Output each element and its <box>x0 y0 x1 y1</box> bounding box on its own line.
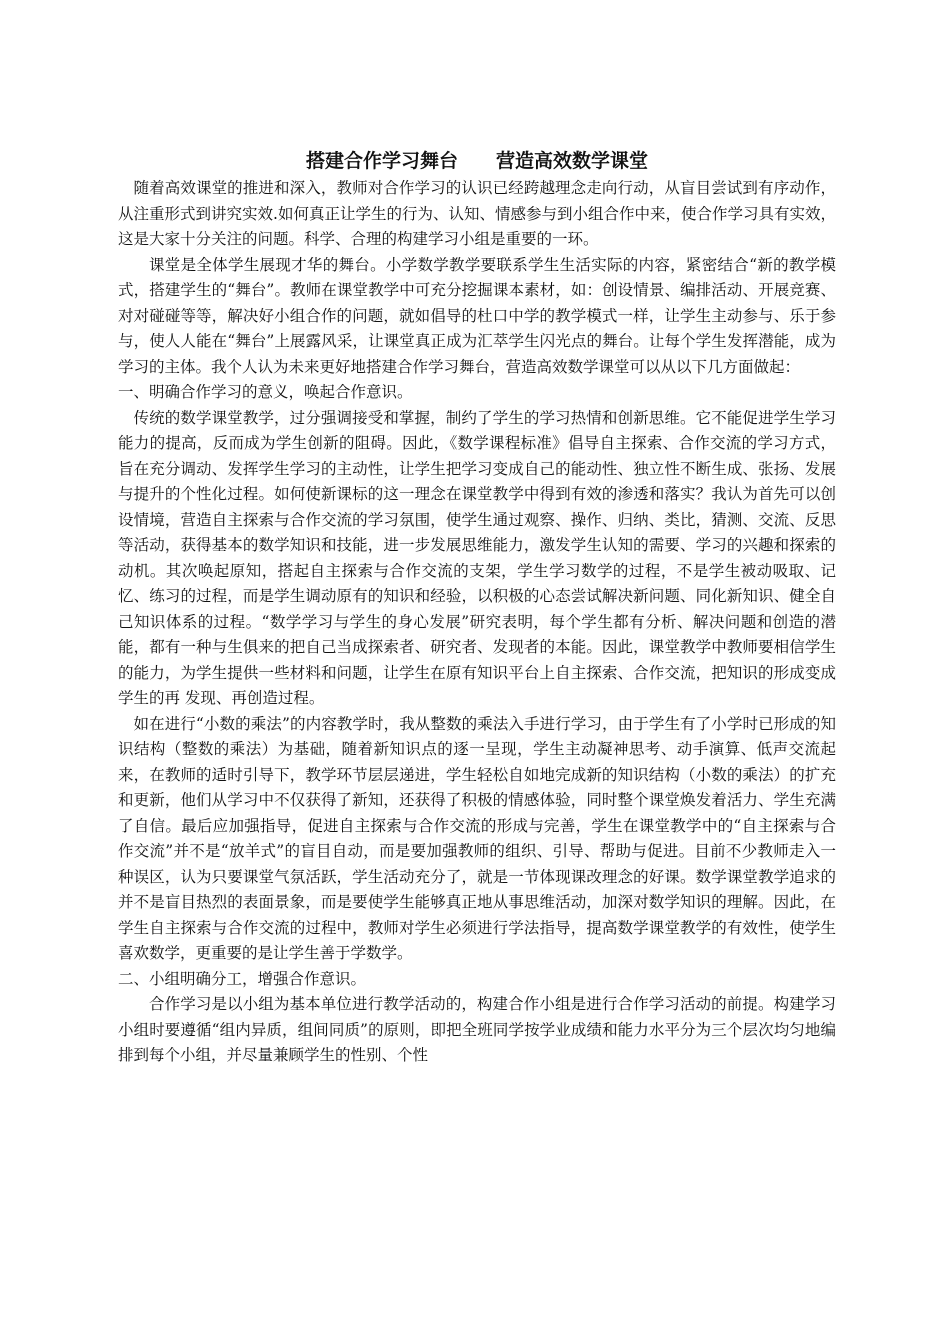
paragraph-group-division: 合作学习是以小组为基本单位进行教学活动的，构建合作小组是进行合作学习活动的前提。构建学习小组时要遵循“组内异质，组间同质”的原则，即把全班同学按学业成绩和能力水平分为三个层次均匀地编排到每个小组，并尽量兼顾学生的性别、个性 <box>118 995 836 1064</box>
paragraph-traditional-teaching: 传统的数学课堂教学，过分强调接受和掌握，制约了学生的学习热情和创新思维。它不能促进学生学习能力的提高，反而成为学生创新的阻碍。因此，《数学课程标准》倡导自主探索、合作交流的学习方式，旨在充分调动、发挥学生学习的主动性，让学生把学习变成自己的能动性、独立性不断生成、张扬、发展与提升的个性化过程。如何使新课标的这一理念在课堂教学中得到有效的渗透和落实？我认为首先可以创设情境，营造自主探索与合作交流的学习氛围，使学生通过观察、操作、归纳、类比，猜测、交流、反思等活动，获得基本的数学知识和技能，进一步发展思维能力，激发学生认知的需要、学习的兴趣和探索的动机。其次唤起原知，搭起自主探索与合作交流的支架，学生学习数学的过程，不是学生被动吸取、记忆、练习的过程，而是学生调动原有的知识和经验，以积极的心态尝试解决新问题、同化新知识、健全自己知识体系的过程。“数学学习与学生的身心发展”研究表明，每个学生都有分析、解决问题和创造的潜能，都有一种与生俱来的把自己当成探索者、研究者、发现者的本能。因此，课堂教学中教师要相信学生的能力，为学生提供一些材料和问题，让学生在原有知识平台上自主探索、合作交流，把知识的形成变成学生的再 发现、再创造过程。 <box>118 408 836 707</box>
section-heading-2: 二、小组明确分工，增强合作意识。 <box>118 969 367 988</box>
document-page <box>118 148 836 1069</box>
document-title: 搭建合作学习舞台 营造高效数学课堂 <box>305 150 648 172</box>
paragraph-decimal-multiplication-example: 如在进行“小数的乘法”的内容教学时，我从整数的乘法入手进行学习，由于学生有了小学时已形成的知识结构（整数的乘法）为基础，随着新知识点的逐一呈现，学生主动凝神思考、动手演算、低声交流起来，在教师的适时引导下，教学环节层层递进，学生轻松自如地完成新的知识结构（小数的乘法）的扩充和更新，他们从学习中不仅获得了新知，还获得了积极的情感体验，同时整个课堂焕发着活力、学生充满了自信。最后应加强指导，促进自主探索与合作交流的形成与完善，学生在课堂教学中的“自主探索与合作交流”并不是“放羊式”的盲目自动，而是要加强教师的组织、引导、帮助与促进。目前不少教师走入一种误区，认为只要课堂气氛活跃，学生活动充分了，就是一节体现课改理念的好课。数学课堂教学追求的并不是盲目热烈的表面景象，而是要使学生能够真正地从事思维活动，加深对数学知识的理解。因此，在学生自主探索与合作交流的过程中，教师对学生必须进行学法指导，提高数学课堂教学的有效性，使学生喜欢数学，更重要的是让学生善于学数学。 <box>118 714 836 962</box>
paragraph-classroom-stage: 课堂是全体学生展现才华的舞台。小学数学教学要联系学生生活实际的内容，紧密结合“新的教学模式，搭建学生的“舞台”。教师在课堂教学中可充分挖掘课本素材，如：创设情景、编排活动、开展竞赛、对对碰碰等等，解决好小组合作的问题，就如倡导的杜口中学的教学模式一样，让学生主动参与、乐于参与，使人人能在“舞台”上展露风采，让课堂真正成为汇萃学生闪光点的舞台。让每个学生发挥潜能，成为学习的主体。我个人认为未来更好地搭建合作学习舞台，营造高效数学课堂可以从以下几方面做起： <box>118 255 836 376</box>
paragraph-intro: 随着高效课堂的推进和深入，教师对合作学习的认识已经跨越理念走向行动，从盲目尝试到有序动作，从注重形式到讲究实效.如何真正让学生的行为、认知、情感参与到小组合作中来，使合作学习具有实效，这是大家十分关注的问题。科学、合理的构建学习小组是重要的一环。 <box>118 179 836 248</box>
section-heading-1: 一、明确合作学习的意义，唤起合作意识。 <box>118 383 413 401</box>
